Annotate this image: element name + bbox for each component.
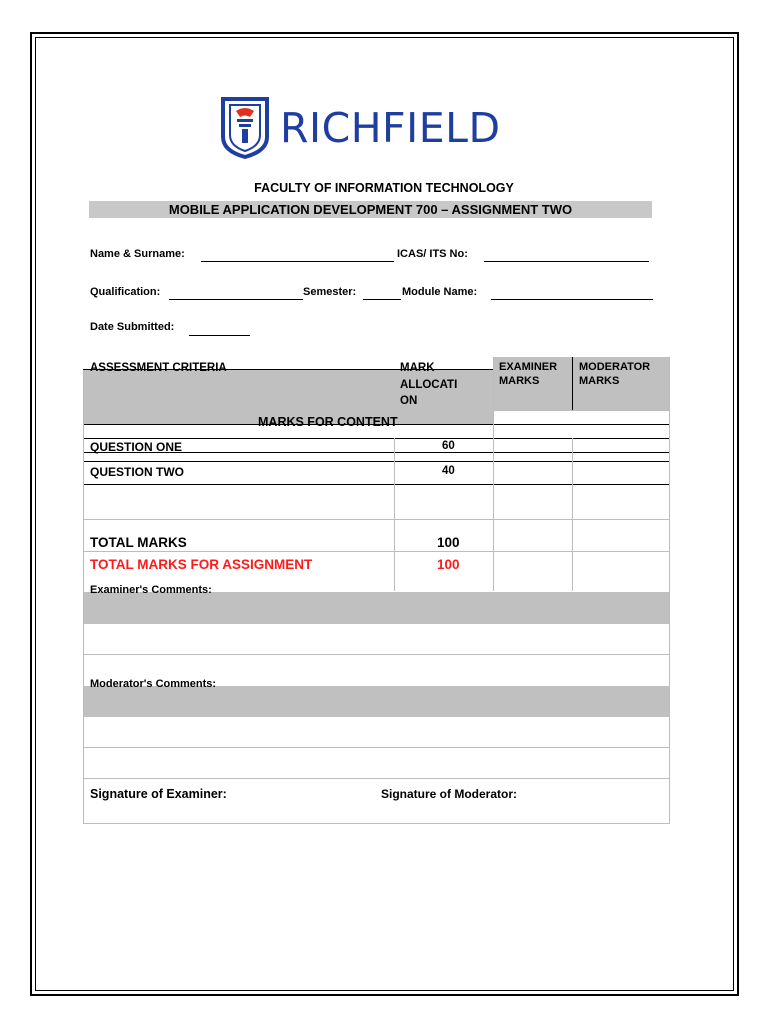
table-line — [83, 778, 670, 779]
col-mark-allocation-1: MARK — [400, 362, 435, 374]
date-input-line[interactable] — [189, 335, 250, 336]
table-line — [83, 551, 670, 552]
table-line — [83, 461, 670, 462]
table-line — [83, 747, 670, 748]
moderator-comments-label: Moderator's Comments: — [90, 678, 217, 690]
icas-label: ICAS/ ITS No: — [397, 248, 468, 260]
table-line — [572, 357, 573, 410]
section-title: MARKS FOR CONTENT — [258, 415, 398, 429]
table-line — [83, 654, 670, 655]
row-question-one-mark: 60 — [442, 440, 455, 452]
total-marks-label: TOTAL MARKS — [90, 535, 187, 550]
table-line — [394, 438, 395, 591]
qualification-input-line[interactable] — [169, 299, 303, 300]
col-examiner-1: EXAMINER — [499, 361, 558, 373]
examiner-comments-bg — [83, 592, 670, 624]
row-question-two-label: QUESTION TWO — [90, 465, 184, 479]
torch-shield-icon — [220, 97, 270, 159]
table-line — [83, 438, 670, 439]
signature-moderator-label: Signature of Moderator: — [381, 787, 518, 801]
row-question-two-mark: 40 — [442, 465, 455, 477]
table-line — [493, 357, 494, 591]
brand-name: RICHFIELD — [280, 103, 501, 152]
signature-examiner-label: Signature of Examiner: — [90, 787, 227, 801]
examiner-comments-label: Examiner's Comments: — [90, 584, 212, 596]
semester-label: Semester: — [303, 286, 357, 298]
total-marks-value: 100 — [437, 535, 460, 550]
table-line — [572, 438, 573, 591]
table-line — [669, 357, 670, 824]
assignment-total-label: TOTAL MARKS FOR ASSIGNMENT — [90, 557, 313, 572]
table-line — [83, 370, 84, 824]
table-line — [493, 410, 670, 411]
module-input-line[interactable] — [491, 299, 653, 300]
date-label: Date Submitted: — [90, 321, 175, 333]
module-label: Module Name: — [402, 286, 478, 298]
col-moderator-2: MARKS — [579, 375, 620, 387]
table-line — [83, 519, 670, 520]
row-question-one-label: QUESTION ONE — [90, 440, 183, 454]
course-title: MOBILE APPLICATION DEVELOPMENT 700 – ASSIGNMENT TWO — [89, 201, 652, 218]
semester-input-line[interactable] — [363, 299, 401, 300]
moderator-comments-bg — [83, 686, 670, 717]
faculty-title: FACULTY OF INFORMATION TECHNOLOGY — [254, 181, 514, 195]
assignment-total-value: 100 — [437, 557, 460, 572]
name-label: Name & Surname: — [90, 248, 185, 260]
name-input-line[interactable] — [201, 261, 394, 262]
col-mark-allocation-3: ON — [400, 395, 418, 407]
qualification-label: Qualification: — [90, 286, 161, 298]
col-moderator-1: MODERATOR — [579, 361, 651, 373]
col-examiner-2: MARKS — [499, 375, 540, 387]
table-line — [83, 823, 670, 824]
table-line — [83, 484, 670, 485]
col-criteria: ASSESSMENT CRITERIA — [90, 362, 227, 374]
icas-input-line[interactable] — [484, 261, 649, 262]
col-mark-allocation-2: ALLOCATI — [400, 379, 458, 391]
richfield-logo — [220, 96, 501, 160]
